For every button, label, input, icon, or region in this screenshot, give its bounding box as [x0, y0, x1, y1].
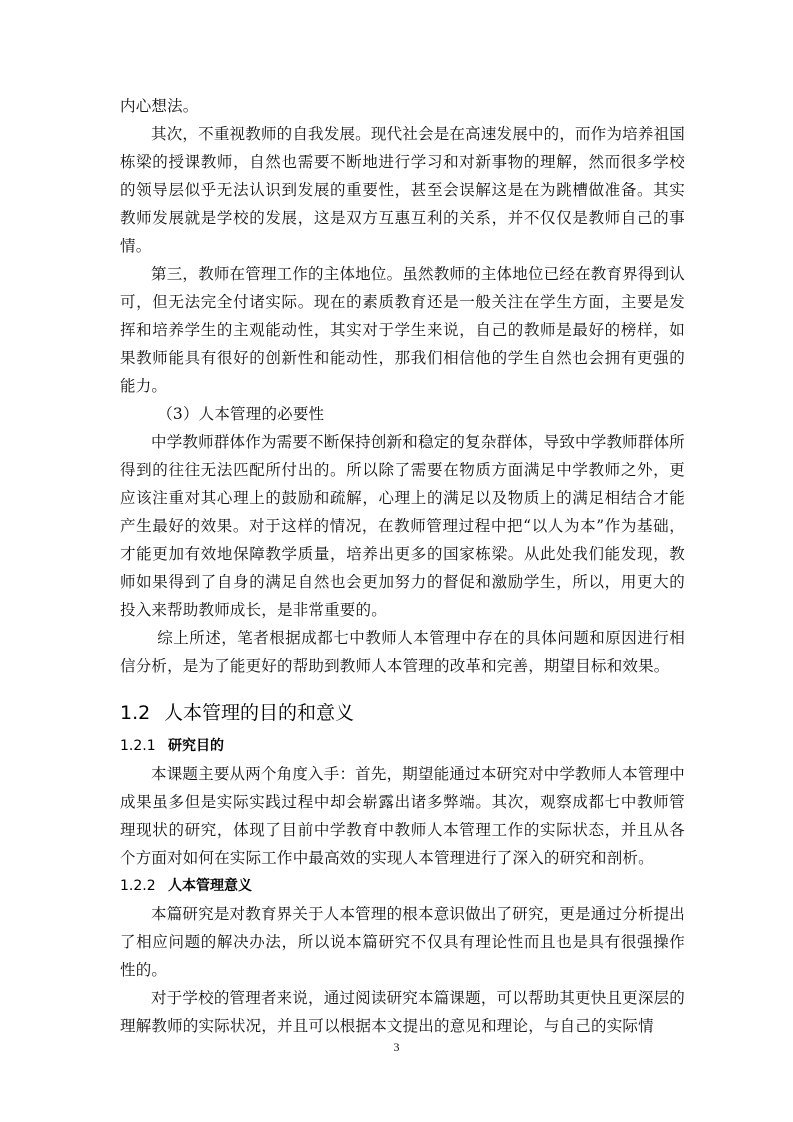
paragraph-continuation: 内心想法。 — [120, 97, 199, 115]
page-content — [120, 92, 685, 1040]
subsection-number: 1.2.2 — [120, 878, 156, 894]
paragraph-managers: 对于学校的管理者来说，通过阅读研究本篇课题，可以帮助其更快且更深层的理解教师的实际状况，并且可以根据本文提出的意见和理论，与自己的实际情 — [120, 989, 685, 1035]
paragraph-necessity: 中学教师群体作为需要不断保持创新和稳定的复杂群体，导致中学教师群体所得到的往往无法匹配所付出的。所以除了需要在物质方面满足中学教师之外，更应该注重对其心理上的鼓励和疏解，心理上的满足以及物质上的满足相结合才能产生最好的效果。对于这样的情况，在教师管理过程中把“以人为本”作为基础，才能更加有效地保障教学质量，培养出更多的国家栋梁。从此处我们能发现，教师如果得到了自身的满足自然也会更加努力的督促和激励学生，所以，用更大的投入来帮助教师成长，是非常重要的。 — [120, 433, 685, 619]
paragraph-research-purpose: 本课题主要从两个角度入手：首先，期望能通过本研究对中学教师人本管理中成果虽多但是实际实践过程中却会崭露出诸多弊端。其次，观察成都七中教师管理现状的研究，体现了目前中学教育中教师人本管理工作的实际状态，并且从各个方面对如何在实际工作中最高效的实现人本管理进行了深入的研究和剖析。 — [120, 765, 685, 867]
page-number: 3 — [393, 1040, 400, 1054]
subsection-heading-1-2-2 — [120, 872, 685, 900]
subsection-heading-1-2-1 — [120, 732, 685, 760]
subheading-necessity: （3）人本管理的必要性 — [157, 405, 325, 423]
paragraph-significance: 本篇研究是对教育界关于人本管理的根本意识做出了研究，更是通过分析提出了相应问题的解决办法，所以说本篇研究不仅具有理论性而且也是具有很强操作性的。 — [120, 905, 685, 979]
paragraph-summary: 综上所述，笔者根据成都七中教师人本管理中存在的具体问题和原因进行相信分析，是为了能更好的帮助到教师人本管理的改革和完善，期望目标和效果。 — [120, 629, 685, 675]
paragraph-teacher-status: 第三，教师在管理工作的主体地位。虽然教师的主体地位已经在教育界得到认可，但无法完全付诸实际。现在的素质教育还是一般关注在学生方面，主要是发挥和培养学生的主观能动性，其实对于学生来说，自己的教师是最好的榜样，如果教师能具有很好的创新性和能动性，那我们相信他的学生自然也会拥有更强的能力。 — [120, 265, 685, 395]
subsection-title: 人本管理意义 — [168, 878, 252, 894]
paragraph-teacher-development: 其次，不重视教师的自我发展。现代社会是在高速发展中的，而作为培养祖国栋梁的授课教师，自然也需要不断地进行学习和对新事物的理解，然而很多学校的领导层似乎无法认识到发展的重要性，甚至会误解这是在为跳槽做准备。其实教师发展就是学校的发展，这是双方互惠互利的关系，并不仅仅是教师自己的事情。 — [120, 125, 685, 255]
subsection-title: 研究目的 — [168, 738, 224, 754]
section-title: 人本管理的目的和意义 — [164, 702, 355, 724]
section-heading-1-2 — [120, 696, 685, 730]
subsection-number: 1.2.1 — [120, 738, 156, 754]
section-number: 1.2 — [120, 702, 151, 724]
